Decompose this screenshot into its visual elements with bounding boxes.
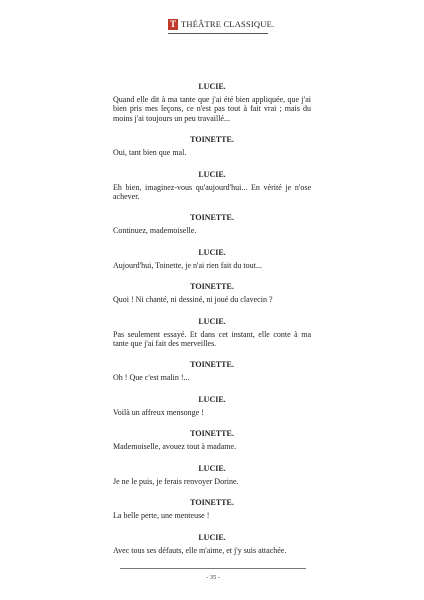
speaker-name: LUCIE. <box>198 394 226 404</box>
speech-line: Oh ! Que c'est malin !... <box>113 373 190 383</box>
speech <box>113 533 311 555</box>
speech <box>113 82 311 123</box>
speech-line: Continuez, mademoiselle. <box>113 226 197 236</box>
speech <box>113 170 311 202</box>
speaker-name: LUCIE. <box>198 532 226 542</box>
footer-rule <box>120 568 306 569</box>
theatre-logo: T <box>169 19 176 29</box>
speech <box>113 360 311 382</box>
speaker-name: LUCIE. <box>198 463 226 473</box>
play-text <box>113 82 311 567</box>
speaker-name: LUCIE. <box>198 169 226 179</box>
speaker-name: LUCIE. <box>198 82 226 91</box>
speech-line: Aujourd'hui, Toinette, je n'ai rien fait du tout... <box>113 260 262 270</box>
speech-line: Quand elle dit à ma tante que j'ai été bien appliquée, que j'ai bien pris mes leçons, ce n'est pas tout à fait vrai ; mais du moins j'ai toujours un peu travaillé... <box>113 95 311 123</box>
header-title: THÉÂTRE CLASSIQUE. <box>181 19 275 29</box>
speaker-name: TOINETTE. <box>190 498 234 508</box>
speaker-name: TOINETTE. <box>190 282 234 292</box>
speech-line: Eh bien, imaginez-vous qu'aujourd'hui... En vérité je n'ose achever. <box>113 182 311 202</box>
speaker-name: LUCIE. <box>198 316 226 326</box>
speech-line: La belle perte, une menteuse ! <box>113 511 210 521</box>
speech <box>113 498 311 520</box>
speech <box>113 395 311 417</box>
speaker-name: TOINETTE. <box>190 213 234 223</box>
speech <box>113 464 311 486</box>
speech <box>113 213 311 235</box>
speech-line: Avec tous ses défauts, elle m'aime, et j'y suis attachée. <box>113 545 287 555</box>
speaker-name: TOINETTE. <box>190 135 234 145</box>
speech-line: Voilà un affreux mensonge ! <box>113 407 204 417</box>
speaker-name: LUCIE. <box>198 247 226 257</box>
speech <box>113 248 311 270</box>
speech-line: Oui, tant bien que mal. <box>113 148 187 158</box>
speech <box>113 317 311 349</box>
speaker-name: TOINETTE. <box>190 360 234 370</box>
speaker-name: TOINETTE. <box>190 429 234 439</box>
speech-line: Je ne le puis, je ferais renvoyer Dorine. <box>113 476 239 486</box>
page-number: - 35 - <box>205 574 221 581</box>
page-header <box>168 18 275 32</box>
speech-line: Mademoiselle, avouez tout à madame. <box>113 442 237 452</box>
speech <box>113 429 311 451</box>
speech <box>113 282 311 304</box>
speech-line: Pas seulement essayé. Et dans cet instant, elle conte à ma tante que j'ai fait des merveilles. <box>113 329 311 349</box>
speech-line: Quoi ! Ni chanté, ni dessiné, ni joué du clavecin ? <box>113 295 273 305</box>
speech <box>113 135 311 157</box>
header-rule <box>168 33 268 34</box>
